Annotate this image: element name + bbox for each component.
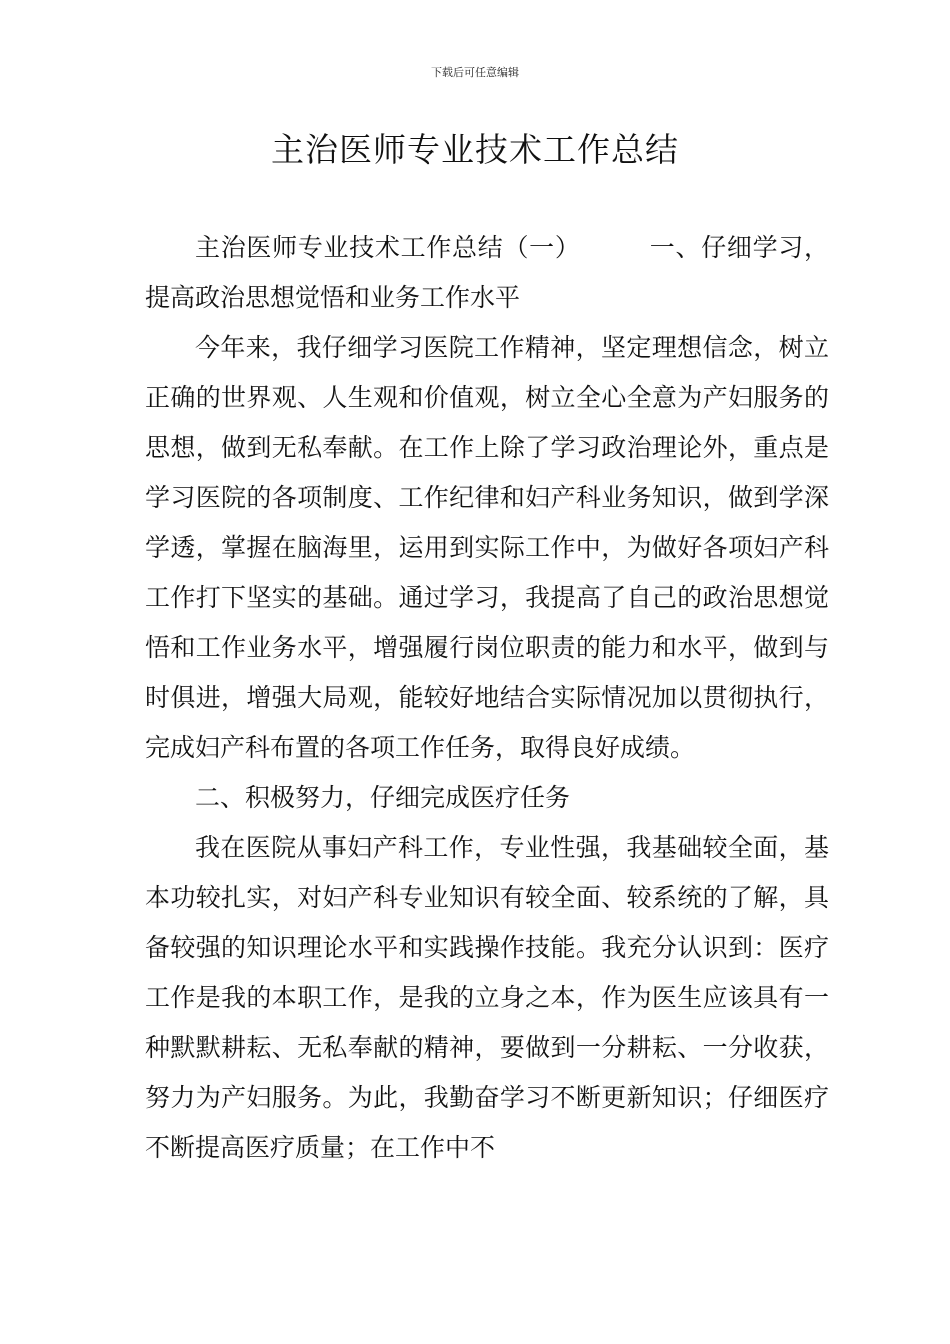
paragraph-section-one-heading: 主治医师专业技术工作总结（一） 一、仔细学习，提高政治思想觉悟和业务工作水平: [145, 233, 829, 312]
paragraph-study: 今年来，我仔细学习医院工作精神，坚定理想信念，树立正确的世界观、人生观和价值观，树立全心全意为产妇服务的思想，做到无私奉献。在工作上除了学习政治理论外，重点是学习医院的各项制度、工作纪律和妇产科业务知识，做到学深学透，掌握在脑海里，运用到实际工作中，为做好各项妇产科工作打下坚实的基础。通过学习，我提高了自己的政治思想觉悟和工作业务水平，增强履行岗位职责的能力和水平，做到与时俱进，增强大局观，能较好地结合实际情况加以贯彻执行，完成妇产科布置的各项工作任务，取得良好成绩。: [145, 333, 829, 762]
document-title: 主治医师专业技术工作总结: [271, 130, 679, 169]
paragraph-medical-work: 我在医院从事妇产科工作，专业性强，我基础较全面，基本功较扎实，对妇产科专业知识有较全面、较系统的了解，具备较强的知识理论水平和实践操作技能。我充分认识到：医疗工作是我的本职工作，是我的立身之本，作为医生应该具有一种默默耕耘、无私奉献的精神，要做到一分耕耘、一分收获，努力为产妇服务。为此，我勤奋学习不断更新知识；仔细医疗不断提高医疗质量；在工作中不: [145, 833, 829, 1162]
document-body: [145, 223, 829, 1173]
header-note: 下载后可任意编辑: [431, 66, 519, 79]
section-two-heading: 二、积极努力，仔细完成医疗任务: [195, 783, 571, 812]
